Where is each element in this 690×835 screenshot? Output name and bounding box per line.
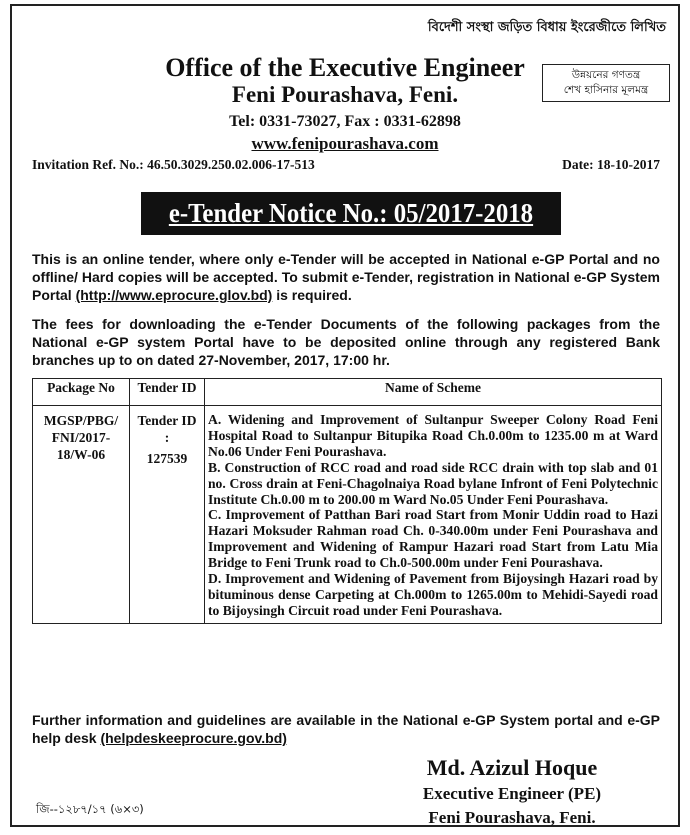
invitation-ref: Invitation Ref. No.: 46.50.3029.250.02.006-17-513: [32, 157, 315, 172]
contact-phone: Tel: 0331-73027, Fax : 0331-62898: [229, 113, 461, 130]
fees-paragraph: The fees for downloading the e-Tender Documents of the following packages from the National e-GP system Portal have to be deposited online through any registered Bank branches up to on dated 27-November, 2017, 17:00 hr.: [32, 316, 660, 368]
scheme-a: A. Widening and Improvement of Sultanpur Sweeper Colony Road Feni Hospital Road to Sultanpur Bitupika Road Ch.0.00m to 1235.00 m at Ward No.06 Under Feni Pourashava.: [208, 412, 658, 459]
tender-id-value: 127539: [146, 451, 188, 466]
slogan-line-2: শেখ হাসিনার মূলমন্ত্র: [563, 84, 649, 96]
notice-date: Date: 18-10-2017: [562, 157, 660, 172]
intro-paragraph: [32, 250, 660, 304]
notice-title: e-Tender Notice No.: 05/2017-2018: [168, 198, 534, 228]
package-table: [32, 378, 662, 624]
tender-notice-page: [10, 4, 680, 827]
signatory-organization: Feni Pourashava, Feni.: [428, 808, 596, 827]
helpdesk-link[interactable]: (helpdeskeeprocure.gov.bd): [100, 730, 287, 746]
slogan-box: [542, 64, 670, 102]
package-no-line-1: MGSP/PBG/: [43, 413, 119, 428]
package-no-line-2: FNI/2017-: [51, 430, 111, 445]
header-tender-id: Tender ID: [130, 379, 205, 406]
package-no-cell: [33, 406, 130, 624]
further-info-text: Further information and guidelines are available in the National e-GP System portal and e-GP help desk: [32, 712, 660, 746]
intro-tail: is required.: [272, 287, 352, 303]
table-header-row: [33, 379, 662, 406]
scheme-cell: [205, 406, 662, 624]
website-link[interactable]: www.fenipourashava.com: [251, 134, 439, 153]
scheme-d: D. Improvement and Widening of Pavement from Bijoysingh Hazari road by bituminous dense Carpeting at Ch.000m to 1265.00m to Mehidi-Sayedi road to Bijoysingh Circuit road under Feni Pourashava.: [208, 571, 658, 618]
tender-id-cell: [130, 406, 205, 624]
scheme-c: C. Improvement of Patthan Bari road Start from Monir Uddin road to Hazi Hazari Moksuder Rahman road Ch. 0-340.00m under Feni Pourashava and Improvement and Widening of Rampur Hazari road Start from Latu Mia Bridge to Feni Trunk road to Ch.0-500.00m under Feni Pourashava.: [208, 507, 658, 571]
pourashava-name: Feni Pourashava, Feni.: [231, 82, 459, 107]
slogan-line-1: উন্নয়নের গণতন্ত্র: [571, 69, 641, 81]
scheme-b: B. Construction of RCC road and road side RCC drain with top slab and 01 no. Cross drain at Feni-Chagolnaiya Road bylane Infront of Feni Polytechnic Institute Ch.0.00 m to 200.00 m Ward No.05 Under Feni Pourashava.: [208, 459, 658, 507]
tender-id-label: Tender ID: [137, 413, 197, 428]
eprocure-link[interactable]: (http://www.eprocure.glov.bd): [75, 287, 273, 303]
tender-id-colon: :: [164, 430, 170, 445]
header-package-no: Package No: [33, 379, 130, 406]
language-note: বিদেশী সংস্থা জড়িত বিধায় ইংরেজীতে লিখিত: [427, 20, 666, 35]
publication-code: জি--১২৮৭/১৭ (৬×৩): [36, 802, 144, 816]
further-info-paragraph: [32, 711, 660, 747]
table-row: [33, 406, 662, 624]
office-title: Office of the Executive Engineer: [165, 53, 525, 82]
signatory-designation: Executive Engineer (PE): [422, 784, 602, 803]
package-no-line-3: 18/W-06: [56, 447, 106, 462]
reference-line: [32, 157, 660, 173]
signatory-name: Md. Azizul Hoque: [426, 755, 598, 780]
signature-block: [382, 754, 642, 830]
intro-text: This is an online tender, where only e-Tender will be accepted in National e-GP Portal and no offline/ Hard copies will be accepted. To submit e-Tender, registration in National e-GP System Portal: [32, 251, 660, 303]
header-scheme-name: Name of Scheme: [205, 379, 662, 406]
notice-title-banner: [141, 192, 561, 235]
